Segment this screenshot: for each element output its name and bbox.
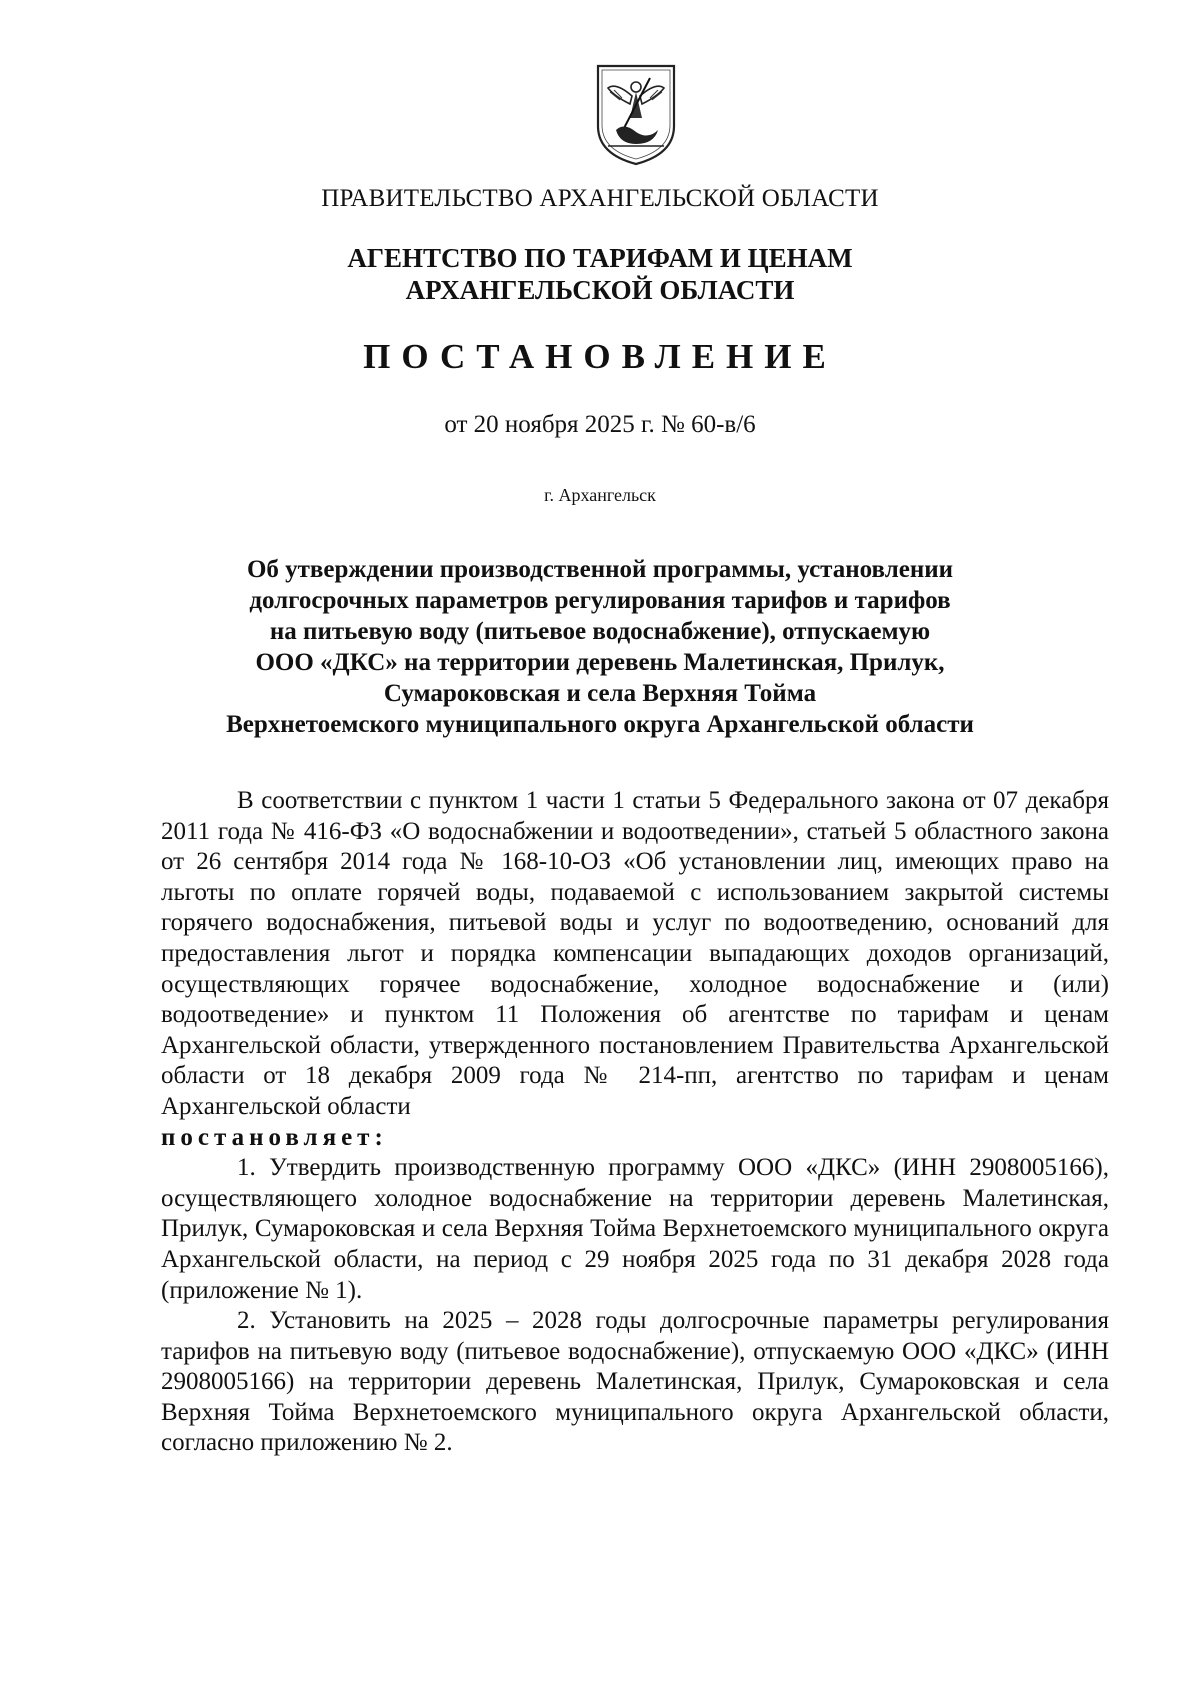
coat-of-arms-icon	[592, 60, 680, 168]
document-city: г. Архангельск	[544, 485, 656, 505]
title-line: Об утверждении производственной программы, установлении	[246, 556, 954, 583]
title-line: долгосрочных параметров регулирования тарифов и тарифов	[249, 587, 951, 614]
government-name: ПРАВИТЕЛЬСТВО АРХАНГЕЛЬСКОЙ ОБЛАСТИ	[321, 185, 879, 212]
resolves-line	[161, 1123, 1109, 1154]
agency-name-line1: АГЕНТСТВО ПО ТАРИФАМ И ЦЕНАМ	[347, 243, 853, 273]
agency-name-line2: АРХАНГЕЛЬСКОЙ ОБЛАСТИ	[405, 275, 795, 305]
document-title	[0, 554, 1200, 740]
title-line: Сумароковская и села Верхняя Тойма	[383, 680, 817, 707]
item-2-paragraph: 2. Установить на 2025 – 2028 годы долгосрочные параметры регулирования тарифов на питьевую воду (питьевое водоснабжение), отпускаемую ООО «ДКС» (ИНН 2908005166) на территории деревень Малетинская, Прилук, Сумароковская и села Верхняя Тойма Верхнетоемского муниципального округа Архангельской области, согласно приложению № 2.	[161, 1307, 1109, 1457]
document-body	[161, 786, 1109, 1459]
item-1-paragraph: 1. Утвердить производственную программу ООО «ДКС» (ИНН 2908005166), осуществляющего холодное водоснабжение на территории деревень Малетинская, Прилук, Сумароковская и села Верхняя Тойма Верхнетоемского муниципального округа Архангельской области, на период с 29 ноября 2025 года по 31 декабря 2028 года (приложение № 1).	[161, 1154, 1109, 1304]
title-line: на питьевую воду (питьевое водоснабжение), отпускаемую	[269, 618, 931, 645]
agency-name	[0, 242, 1200, 306]
preamble-paragraph: В соответствии с пунктом 1 части 1 статьи 5 Федерального закона от 07 декабря 2011 года № 416-ФЗ «О водоснабжении и водоотведении», статьей 5 областного закона от 26 сентября 2014 года № 168-10-ОЗ «Об установлении лиц, имеющих право на льготы по оплате горячей воды, подаваемой с использованием закрытой системы горячего водоснабжения, питьевой воды и услуг по водоотведению, оснований для предоставления льгот и порядка компенсации выпадающих доходов организаций, осуществляющих горячее водоснабжение, холодное водоснабжение и (или) водоотведение» и пунктом 11 Положения об агентстве по тарифам и ценам Архангельской области, утвержденного постановлением Правительства Архангельской области от 18 декабря 2009 года № 214-пп, агентство по тарифам и ценам Архангельской области	[161, 787, 1109, 1120]
document-number: от 20 ноября 2025 г. № 60-в/6	[444, 411, 756, 438]
document-type: ПОСТАНОВЛЕНИЕ	[363, 337, 837, 376]
title-line: ООО «ДКС» на территории деревень Малетинская, Прилук,	[255, 649, 945, 676]
resolves-keyword: постановляет:	[161, 1123, 388, 1151]
title-line: Верхнетоемского муниципального округа Архангельской области	[226, 711, 974, 738]
